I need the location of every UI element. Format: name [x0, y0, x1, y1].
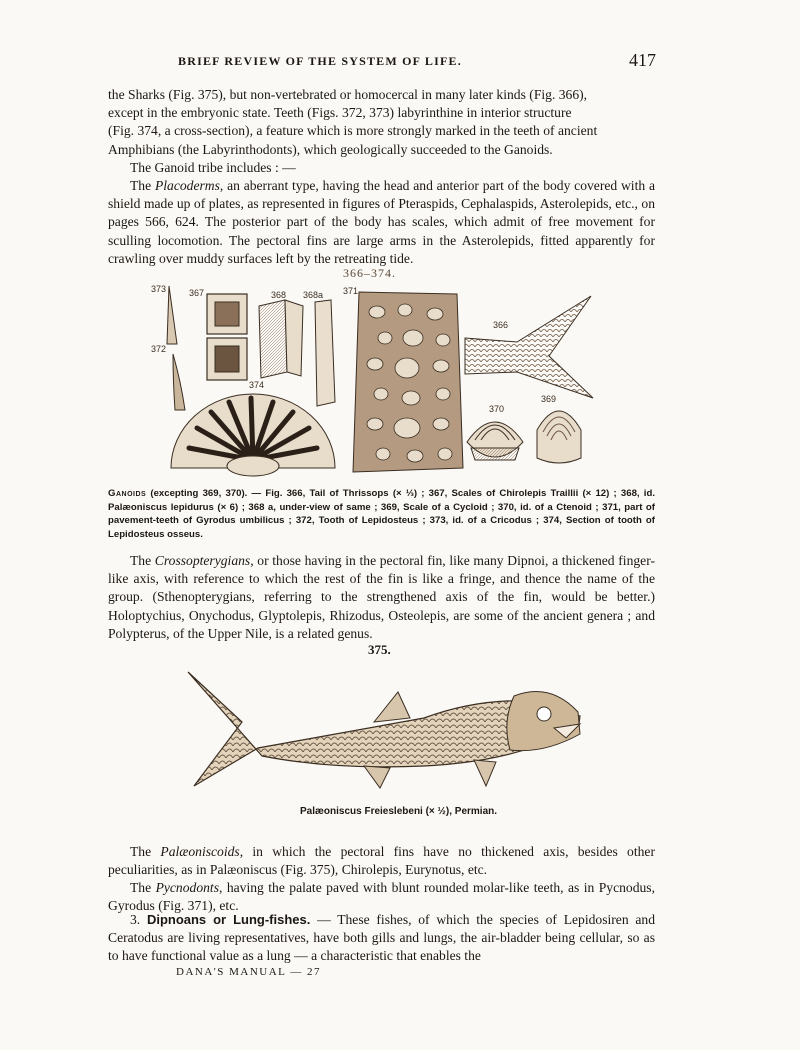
- lead-word: The: [130, 553, 155, 568]
- pycnodonts-text: , having the palate paved with blunt rounded molar-like teeth, as in Pycnodus, Gyrodus (Fig. 371), etc.: [108, 880, 655, 914]
- palaeoniscoids-text: , in which the pectoral fins have no thickened axis, besides other peculiarities, as in Palæoniscus (Fig. 375), Chirolepis, Eurynotus, etc.: [108, 844, 655, 878]
- label-371: 371: [343, 286, 359, 296]
- lead-word: The: [130, 880, 156, 895]
- running-title: BRIEF REVIEW OF THE SYSTEM OF LIFE.: [178, 54, 462, 68]
- lead-word: The: [130, 178, 155, 193]
- label-374: 374: [249, 380, 265, 390]
- printer-signature: DANA'S MANUAL — 27: [176, 966, 321, 978]
- paragraph-placoderms: [108, 177, 655, 268]
- page-number: 417: [629, 50, 656, 70]
- ctenoid-scale-370-illustration: [467, 422, 523, 460]
- dipnoans-text: — These fishes, of which the species of Lepidosiren and Ceratodus are living representatives, have both gills and lungs, the air-bladder being cellular, so as to have functional value as a lung — a characteristic that enables the: [108, 912, 655, 964]
- figure-range-label: 366–374.: [343, 266, 396, 280]
- tooth-section-374-illustration: [171, 394, 335, 476]
- figure-375-caption: Palæoniscus Freieslebeni (× ½), Permian.: [300, 806, 498, 817]
- label-373: 373: [151, 284, 167, 294]
- pavement-teeth-371-illustration: [353, 292, 463, 472]
- paragraph-pycnodonts: [108, 879, 655, 915]
- figure-375-number: 375.: [368, 642, 391, 657]
- text-line: except in the embryonic state. Teeth (Figs. 372, 373) labyrinthine in interior structure: [108, 105, 572, 121]
- tooth-372-illustration: [173, 354, 185, 410]
- paragraph-ganoid-intro: [108, 159, 655, 177]
- ganoid-intro-text: The Ganoid tribe includes : —: [130, 160, 296, 175]
- term-placoderms: Placoderms: [154, 178, 220, 193]
- label-368: 368: [271, 290, 287, 300]
- lead-word: The: [130, 844, 161, 859]
- tail-366-illustration: [465, 296, 593, 398]
- caption-text: (excepting 369, 370). — Fig. 366, Tail of Thrissops (× ⅓) ; 367, Scales of Chirolepis Traillii (× 12) ; 368, id. Palæoniscus lepidurus (× 6) ; 368 a, under-view of same ; 369, Scale of a Cycloid ; 370, id. of a Ctenoid ; 371, part of pavement-teeth of Gyrodus umbilicus ; 372, Tooth of Lepidosteus ; 373, id. of a Cricodus ; 374, Section of tooth of Lepidosteus osseus.: [108, 488, 655, 540]
- scales-368-illustration: [259, 300, 303, 378]
- term-pycnodonts: Pycnodonts: [155, 880, 219, 895]
- figure-caption-ganoids: [108, 487, 655, 541]
- text-line: Amphibians (the Labyrinthodonts), which geologically succeeded to the Ganoids.: [108, 141, 553, 157]
- fish-palaeoniscus-illustration: [184, 662, 586, 796]
- label-366: 366: [493, 320, 509, 330]
- label-369: 369: [541, 394, 557, 404]
- paragraph-crossopterygians: [108, 552, 655, 643]
- label-367: 367: [189, 288, 205, 298]
- scale-368a-illustration: [315, 300, 335, 406]
- term-crossopterygians: Crossopterygians: [154, 553, 251, 568]
- label-368a: 368a: [303, 290, 324, 300]
- paragraph-palaeoniscoids: [108, 843, 655, 879]
- paragraph-continued: [108, 86, 655, 159]
- term-palaeoniscoids: Palæoniscoids: [160, 844, 240, 859]
- tooth-373-illustration: [167, 286, 177, 344]
- text-line: the Sharks (Fig. 375), but non-vertebrated or homocercal in many later kinds (Fig. 366),: [108, 87, 588, 102]
- placoderms-text: , an aberrant type, having the head and anterior part of the body covered with a shield made up of plates, as represented in figures of Pteraspids, Cephalaspids, Asterolepids, etc., on pages 566, 624. The posterior part of the body has scales, which admit of free movement for sculling locomotion. The pectoral fins are large arms in the Asterolepids, fitted apparently for crawling over muddy surfaces left by the retreating tide.: [108, 178, 655, 266]
- section-heading-dipnoans: Dipnoans or Lung-fishes.: [146, 912, 311, 927]
- paragraph-dipnoans: [108, 911, 655, 966]
- running-header: [108, 50, 656, 74]
- label-372: 372: [151, 344, 167, 354]
- figure-plate-ganoids: [145, 282, 605, 478]
- caption-lead: Ganoids: [108, 488, 147, 499]
- scales-367-illustration: [207, 294, 247, 380]
- label-370: 370: [489, 404, 505, 414]
- cycloid-scale-369-illustration: [537, 411, 581, 463]
- text-line: (Fig. 374, a cross-section), a feature which is more strongly marked in the teeth of ancient: [108, 123, 598, 139]
- section-number: 3.: [130, 912, 147, 927]
- crossopterygians-text: , or those having in the pectoral fin, like many Dipnoi, a thickened finger-like axis, with reference to which the rest of the fin is like a fringe, and thence the name of the group. (Sthenopterygians, referring to the strengthened axis of the fin, would be better.) Holoptychius, Onychodus, Glyptolepis, Rhizodus, Osteolepis, are some of the ancient genera ; and Polypterus, of the Upper Nile, is a related genus.: [108, 553, 655, 641]
